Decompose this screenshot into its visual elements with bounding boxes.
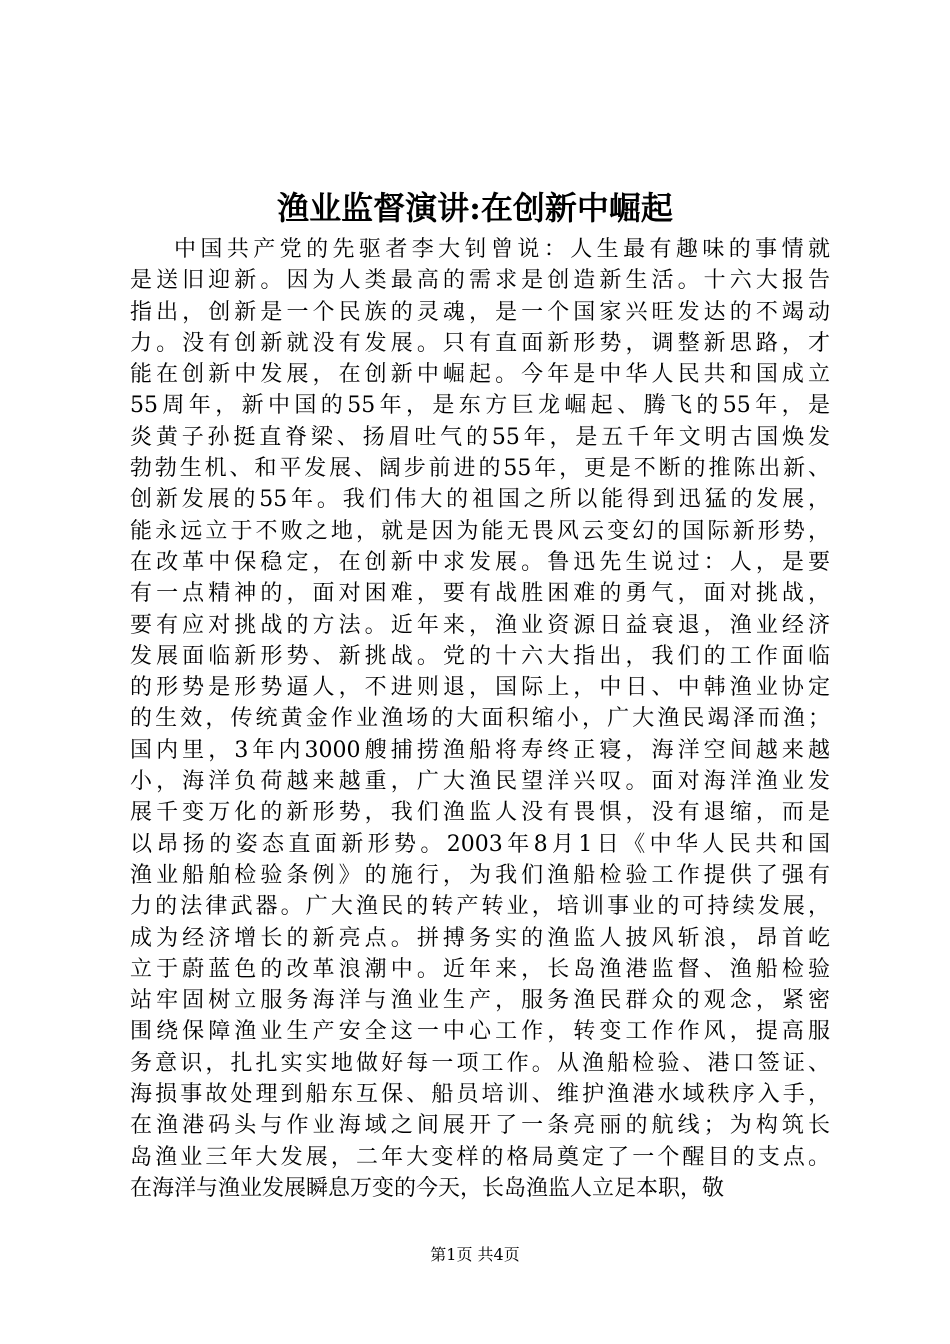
body-line: 中国共产党的先驱者李大钊曾说：人生最有趣味的事情就 [174, 237, 830, 262]
page-footer: 第1页 共4页 [430, 1245, 520, 1264]
body-line: 国内里，3年内3000艘捕捞渔船将寿终正寝，海洋空间越来越 [130, 737, 830, 763]
body-line: 要有应对挑战的方法。近年来，渔业资源日益衰退，渔业经济 [130, 612, 830, 638]
body-line: 围绕保障渔业生产安全这一中心工作，转变工作作风，提高服 [130, 1019, 830, 1045]
body-line: 能永远立于不败之地，就是因为能无畏风云变幻的国际新形势， [130, 518, 830, 544]
body-line: 的形势是形势逼人，不进则退，国际上，中日、中韩渔业协定 [130, 675, 830, 701]
body-line: 在改革中保稳定，在创新中求发展。鲁迅先生说过：人，是要 [130, 549, 830, 575]
body-line: 有一点精神的，面对困难，要有战胜困难的勇气，面对挑战， [130, 581, 830, 607]
body-line: 以昂扬的姿态直面新形势。2003年8月1日《中华人民共和国 [130, 831, 830, 857]
body-line: 海损事故处理到船东互保、船员培训、维护渔港水域秩序入手， [130, 1082, 830, 1108]
body-line: 创新发展的55年。我们伟大的祖国之所以能得到迅猛的发展， [130, 487, 830, 513]
body-line: 岛渔业三年大发展，二年大变样的格局奠定了一个醒目的支点。 [130, 1144, 830, 1170]
body-line: 展千变万化的新形势，我们渔监人没有畏惧，没有退缩，而是 [130, 800, 830, 826]
document-title: 渔业监督演讲:在创新中崛起 [277, 189, 673, 227]
body-line: 站牢固树立服务海洋与渔业生产，服务渔民群众的观念，紧密 [130, 988, 830, 1014]
body-line: 立于蔚蓝色的改革浪潮中。近年来，长岛渔港监督、渔船检验 [130, 956, 830, 982]
body-line: 成为经济增长的新亮点。拼搏务实的渔监人披风斩浪，昂首屹 [130, 925, 830, 951]
body-line: 的生效，传统黄金作业渔场的大面积缩小，广大渔民竭泽而渔； [130, 706, 830, 732]
body-line: 在渔港码头与作业海域之间展开了一条亮丽的航线；为构筑长 [130, 1113, 830, 1139]
document-body [130, 234, 830, 1204]
body-line: 能在创新中发展，在创新中崛起。今年是中华人民共和国成立 [130, 362, 830, 388]
body-line: 小，海洋负荷越来越重，广大渔民望洋兴叹。面对海洋渔业发 [130, 769, 830, 795]
body-line: 力的法律武器。广大渔民的转产转业，培训事业的可持续发展， [130, 894, 830, 920]
body-line: 在海洋与渔业发展瞬息万变的今天，长岛渔监人立足本职，敬 [130, 1175, 725, 1201]
body-line: 渔业船舶检验条例》的施行，为我们渔船检验工作提供了强有 [130, 862, 830, 888]
body-line: 发展面临新形势、新挑战。党的十六大指出，我们的工作面临 [130, 643, 830, 669]
body-line: 55周年，新中国的55年，是东方巨龙崛起、腾飞的55年，是 [130, 393, 830, 419]
body-line: 务意识，扎扎实实地做好每一项工作。从渔船检验、港口签证、 [130, 1050, 830, 1076]
body-line: 是送旧迎新。因为人类最高的需求是创造新生活。十六大报告 [130, 268, 830, 294]
body-line: 力。没有创新就没有发展。只有直面新形势，调整新思路，才 [130, 330, 830, 356]
body-line: 勃勃生机、和平发展、阔步前进的55年，更是不断的推陈出新、 [130, 456, 830, 482]
body-line: 指出，创新是一个民族的灵魂，是一个国家兴旺发达的不竭动 [130, 299, 830, 325]
body-line: 炎黄子孙挺直脊梁、扬眉吐气的55年，是五千年文明古国焕发 [130, 424, 830, 450]
